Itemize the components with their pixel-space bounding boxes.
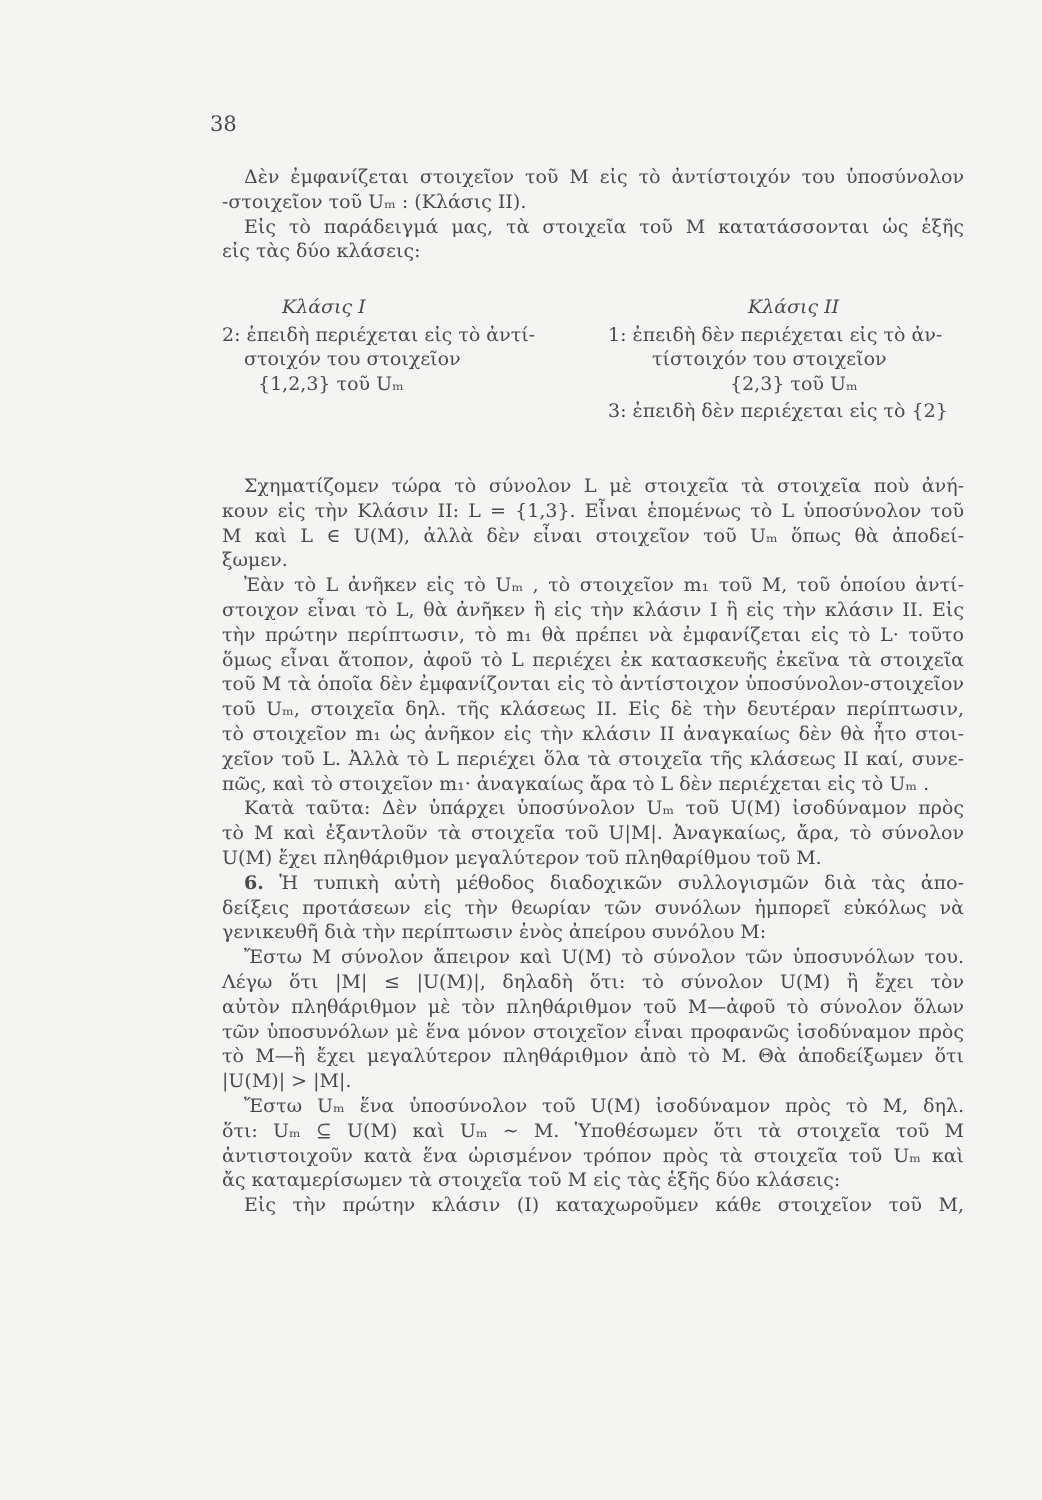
text-line: |U(M)| > |M|. [222, 1070, 352, 1093]
text-line: τίστοιχόν του στοιχεῖον [652, 348, 887, 370]
intro-block [222, 165, 964, 264]
text-line: Ἔστω Uₘ ἕνα ὑποσύνολον τοῦ U(M) ἰσοδύναμον πρὸς τὸ M, δηλ. [244, 1094, 964, 1117]
text-line: {2,3} τοῦ Uₘ [730, 373, 858, 395]
text-line: κουν εἰς τὴν Κλάσιν II: L = {1,3}. Εἶναι ἑπομένως τὸ L ὑποσύνολον τοῦ [222, 499, 964, 522]
text-span: Ἡ τυπικὴ αὐτὴ μέθοδος διαδοχικῶν συλλογισμῶν διὰ τὰς ἀπο- [263, 871, 964, 894]
text-line: τῶν ὑποσυνόλων μὲ ἕνα μόνον στοιχεῖον εἶναι προφανῶς ἰσοδύναμον πρὸς [222, 1020, 964, 1043]
text-line: Εἰς τὴν πρώτην κλάσιν (I) καταχωροῦμεν κάθε στοιχεῖον τοῦ M, [244, 1194, 964, 1217]
text-line: 1: ἐπειδὴ δὲν περιέχεται εἰς τὸ ἀν- [608, 324, 943, 346]
main-text [222, 474, 964, 1218]
text-line: χεῖον τοῦ L. Ἀλλὰ τὸ L περιέχει ὅλα τὰ στοιχεῖα τῆς κλάσεως II καί, συνε- [222, 747, 964, 770]
text-line: εἰς τὰς δύο κλάσεις: [222, 240, 421, 263]
text-line: -στοιχεῖον τοῦ Uₘ : (Κλάσις II). [222, 190, 527, 213]
section-number: 6. [244, 871, 264, 894]
text-line: τὸ M—ἢ ἔχει μεγαλύτερον πληθάριθμον ἀπὸ τὸ M. Θὰ ἀποδείξωμεν ὅτι [222, 1045, 964, 1068]
text-line: δείξεις προτάσεων εἰς τὴν θεωρίαν τῶν συνόλων ἠμπορεῖ εὐκόλως νὰ [222, 896, 964, 919]
text-line: Ἔστω M σύνολον ἄπειρον καὶ U(M) τὸ σύνολον τῶν ὑποσυνόλων του. [244, 946, 964, 969]
text-line: ὅτι: Uₘ ⊆ U(M) καὶ Uₘ ∼ M. Ὑποθέσωμεν ὅτι τὰ στοιχεῖα τοῦ M [222, 1119, 964, 1142]
text-line: Εἰς τὸ παράδειγμά μας, τὰ στοιχεῖα τοῦ M κατατάσσονται ὡς ἑξῆς [244, 215, 964, 238]
class-one-header: Κλάσις I [282, 296, 366, 318]
text-line: τὸ M καὶ ἐξαντλοῦν τὰ στοιχεῖα τοῦ U|M|. Ἀναγκαίως, ἄρα, τὸ σύνολον [222, 822, 964, 845]
text-line: Δὲν ἐμφανίζεται στοιχεῖον τοῦ M εἰς τὸ ἀντίστοιχόν του ὑποσύνολον [244, 166, 964, 188]
text-line: M καὶ L ∈ U(M), ἀλλὰ δὲν εἶναι στοιχεῖον τοῦ Uₘ ὅπως θὰ ἀποδεί- [222, 524, 964, 547]
text-line: ἄς καταμερίσωμεν τὰ στοιχεῖα τοῦ M εἰς τὰς ἑξῆς δύο κλάσεις: [222, 1169, 841, 1192]
text-line: Κατὰ ταῦτα: Δὲν ὑπάρχει ὑποσύνολον Uₘ τοῦ U(M) ἰσοδύναμον πρὸς [244, 797, 964, 820]
text-line: ὅμως εἶναι ἄτοπον, ἀφοῦ τὸ L περιέχει ἐκ κατασκευῆς ἐκεῖνα τὰ στοιχεῖα [222, 648, 964, 671]
text-line: U(M) ἔχει πληθάριθμον μεγαλύτερον τοῦ πληθαρίθμου τοῦ M. [222, 846, 822, 869]
class-columns [222, 295, 964, 447]
text-line: στοιχον εἶναι τὸ L, θὰ ἀνῆκεν ἢ εἰς τὴν κλάσιν I ἢ εἰς τὴν κλάσιν II. Εἰς [222, 598, 964, 621]
text-line: Ἐὰν τὸ L ἀνῆκεν εἰς τὸ Uₘ , τὸ στοιχεῖον m₁ τοῦ M, τοῦ ὁποίου ἀντί- [244, 574, 964, 597]
section-heading-line [222, 871, 964, 896]
text-line: ξωμεν. [222, 549, 288, 572]
text-line: {1,2,3} τοῦ Uₘ [258, 373, 404, 395]
text-line: 3: ἐπειδὴ δὲν περιέχεται εἰς τὸ {2} [608, 400, 948, 422]
text-line: τὴν πρώτην περίπτωσιν, τὸ m₁ θὰ πρέπει νὰ ἐμφανίζεται εἰς τὸ L· τοῦτο [222, 623, 964, 646]
text-line: Σχηματίζομεν τώρα τὸ σύνολον L μὲ στοιχεῖα τὰ στοιχεῖα ποὺ ἀνή- [244, 475, 964, 497]
text-line: τὸ στοιχεῖον m₁ ὡς ἀνῆκον εἰς τὴν κλάσιν II ἀναγκαίως δὲν θὰ ἦτο στοι- [222, 722, 964, 745]
page-number: 38 [210, 112, 237, 136]
text-line: τοῦ M τὰ ὁποῖα δὲν ἐμφανίζονται εἰς τὸ ἀντίστοιχον ὑποσύνολον-στοιχεῖον [222, 673, 964, 696]
text-line: στοιχόν του στοιχεῖον [244, 348, 461, 370]
class-two-header: Κλάσις II [748, 296, 840, 318]
text-line: 2: ἐπειδὴ περιέχεται εἰς τὸ ἀντί- [222, 324, 536, 346]
text-line: γενικευθῆ διὰ τὴν περίπτωσιν ἑνὸς ἀπείρου συνόλου M: [222, 921, 767, 944]
text-line: Λέγω ὅτι |M| ≤ |U(M)|, δηλαδὴ ὅτι: τὸ σύνολον U(M) ἢ ἔχει τὸν [222, 970, 964, 993]
text-line: αὐτὸν πληθάριθμον μὲ τὸν πληθάριθμον τοῦ M—ἀφοῦ τὸ σύνολον ὅλων [222, 995, 964, 1018]
text-line: πῶς, καὶ τὸ στοιχεῖον m₁· ἀναγκαίως ἄρα τὸ L δὲν περιέχεται εἰς τὸ Uₘ . [222, 772, 930, 795]
text-line: ἀντιστοιχοῦν κατὰ ἕνα ὡρισμένον τρόπον πρὸς τὰ στοιχεῖα τοῦ Uₘ καὶ [222, 1144, 964, 1167]
text-line: τοῦ Uₘ, στοιχεῖα δηλ. τῆς κλάσεως II. Εἰς δὲ τὴν δευτέραν περίπτωσιν, [222, 698, 964, 721]
